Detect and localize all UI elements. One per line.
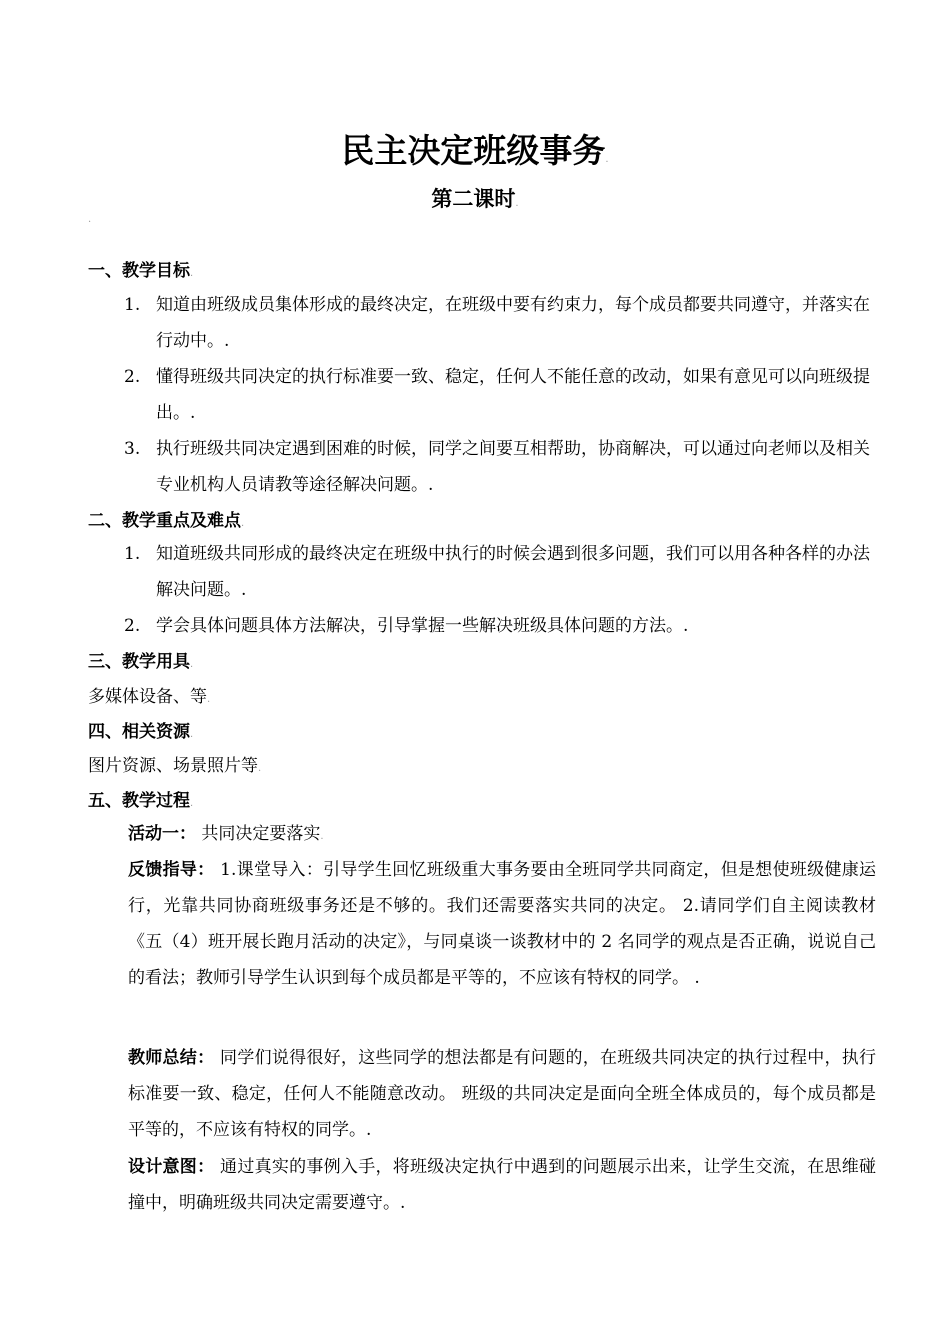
- section-heading-resources: 四、相关资源.: [88, 722, 194, 742]
- summary-label: 教师总结：: [128, 1048, 215, 1068]
- feedback-label: 反馈指导：: [128, 860, 215, 880]
- page-subtitle: 第二课时.: [431, 187, 519, 211]
- page-title: 民主决定班级事务.: [341, 131, 609, 170]
- intent-label: 设计意图：: [128, 1157, 215, 1177]
- feedback-paragraph: 反馈指导： 1.课堂导入：引导学生回忆班级重大事务要由全班同学共同商定，但是想使班级健康运行，光靠共同协商班级事务还是不够的。我们还需要落实共同的决定。 2.请同学们自主阅读教材《五（4）班开展长跑月活动的决定》，与同桌谈一谈教材中的 2 名同学的观点是否正确，说说自己的看法；教师引导学生认识到每个成员都是平等的，不应该有特权的同学。 .: [128, 860, 877, 988]
- list-item: 1. 知道由班级成员集体形成的最终决定，在班级中要有约束力，每个成员都要共同遵守，并落实在行动中。.: [124, 295, 870, 351]
- activity-label: 活动一：: [128, 824, 196, 844]
- tools-text: 多媒体设备、等.: [88, 687, 211, 707]
- activity-line: 活动一： 共同决定要落实.: [128, 824, 324, 844]
- paragraph-mark: .: [88, 214, 92, 225]
- summary-paragraph: 教师总结： 同学们说得很好，这些同学的想法都是有问题的，在班级共同决定的执行过程中，执行标准要一致、稳定，任何人不能随意改动。 班级的共同决定是面向全班全体成员的，每个成员都是平等的，不应该有特权的同学。.: [128, 1048, 877, 1140]
- section-heading-tools: 三、教学用具.: [88, 652, 194, 672]
- list-item: 1. 知道班级共同形成的最终决定在班级中执行的时候会遇到很多问题，我们可以用各种各样的办法解决问题。.: [124, 544, 870, 600]
- intent-paragraph: 设计意图： 通过真实的事例入手，将班级决定执行中遇到的问题展示出来，让学生交流，在思维碰撞中，明确班级共同决定需要遵守。.: [128, 1157, 877, 1213]
- section-heading-objectives: 一、教学目标.: [88, 261, 194, 281]
- resources-text: 图片资源、场景照片等.: [88, 756, 262, 776]
- section-heading-key-points: 二、教学重点及难点.: [88, 511, 245, 531]
- list-item: 2. 懂得班级共同决定的执行标准要一致、稳定，任何人不能任意的改动，如果有意见可以向班级提出。.: [124, 367, 870, 423]
- list-item: 2. 学会具体问题具体方法解决，引导掌握一些解决班级具体问题的方法。.: [124, 616, 689, 636]
- section-heading-process: 五、教学过程.: [88, 791, 194, 811]
- list-item: 3. 执行班级共同决定遇到困难的时候，同学之间要互相帮助，协商解决，可以通过向老师以及相关专业机构人员请教等途径解决问题。.: [124, 439, 870, 495]
